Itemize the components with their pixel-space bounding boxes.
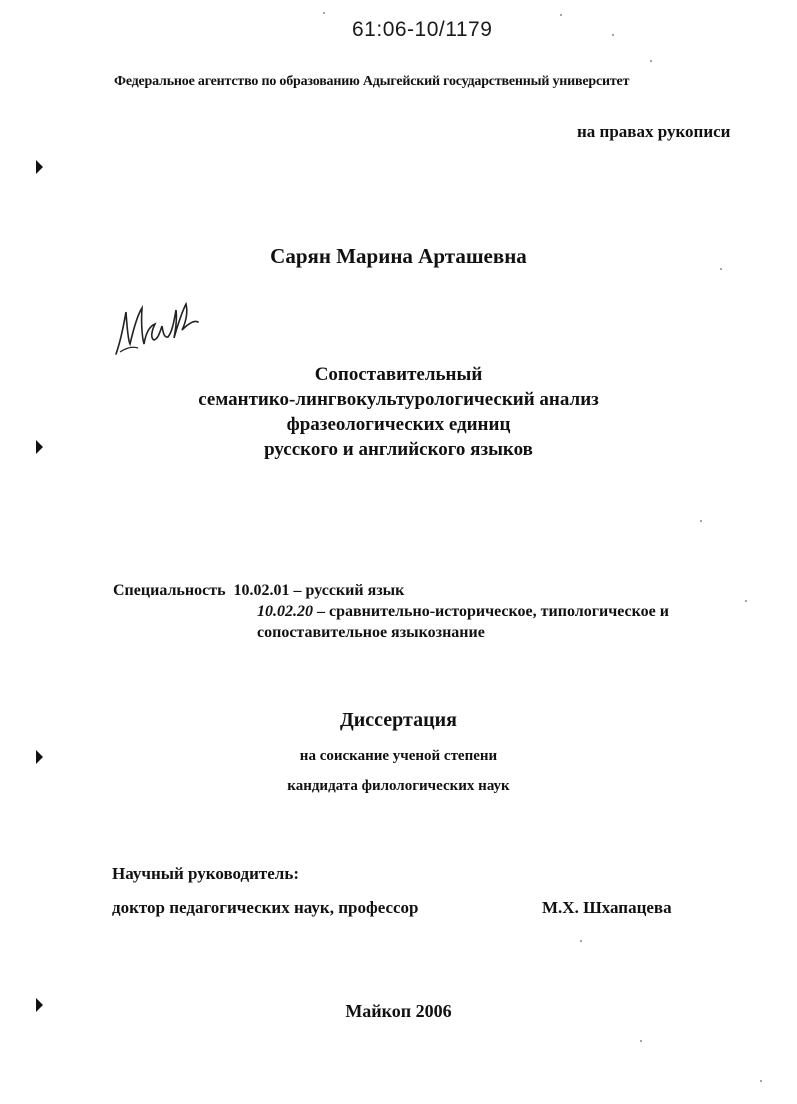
supervisor-name: М.Х. Шхапацева <box>542 898 672 917</box>
scan-speck <box>700 520 702 522</box>
specialty-line-3: сопоставительное языкознание <box>257 624 485 641</box>
binding-mark <box>36 440 43 454</box>
scan-speck <box>745 600 747 602</box>
specialty-line-1 <box>113 582 404 600</box>
dissertation-heading: Диссертация <box>340 709 457 731</box>
archive-stamp: 61:06-10/1179 <box>352 18 493 41</box>
scan-speck <box>650 60 652 62</box>
scan-speck <box>612 34 614 36</box>
binding-mark <box>36 160 43 174</box>
degree-line-1: на соискание ученой степени <box>299 748 498 764</box>
specialty-line-2 <box>257 603 669 621</box>
organization-line: Федеральное агентство по образованию Адыгейский государственный университет <box>114 74 630 89</box>
scan-speck <box>560 14 562 16</box>
scan-speck <box>760 1080 762 1082</box>
signature-image <box>112 282 202 362</box>
title-line-2: семантико-лингвокультурологический анализ <box>198 389 599 410</box>
specialty-code-1: 10.02.01 <box>233 582 290 599</box>
city-year: Майкоп 2006 <box>345 1001 452 1021</box>
binding-mark <box>36 998 43 1012</box>
specialty-name-2: – сравнительно-историческое, типологическое и <box>317 603 669 620</box>
specialty-label: Специальность <box>113 582 226 599</box>
scan-speck <box>580 940 582 942</box>
title-line-1: Сопоставительный <box>314 364 483 385</box>
title-line-3: фразеологических единиц <box>286 414 511 435</box>
specialty-name-1: – русский язык <box>293 582 405 599</box>
supervisor-label: Научный руководитель: <box>112 864 299 883</box>
degree-line-2: кандидата филологических наук <box>287 778 510 794</box>
specialty-code-2: 10.02.20 <box>257 603 313 620</box>
scan-speck <box>720 268 722 270</box>
supervisor-degree: доктор педагогических наук, профессор <box>112 898 419 917</box>
title-line-4: русского и английского языков <box>264 439 533 460</box>
author-name: Сарян Марина Арташевна <box>270 244 527 268</box>
scan-speck <box>640 1040 642 1042</box>
scan-speck <box>323 12 325 14</box>
manuscript-rights: на правах рукописи <box>577 122 731 141</box>
binding-mark <box>36 750 43 764</box>
